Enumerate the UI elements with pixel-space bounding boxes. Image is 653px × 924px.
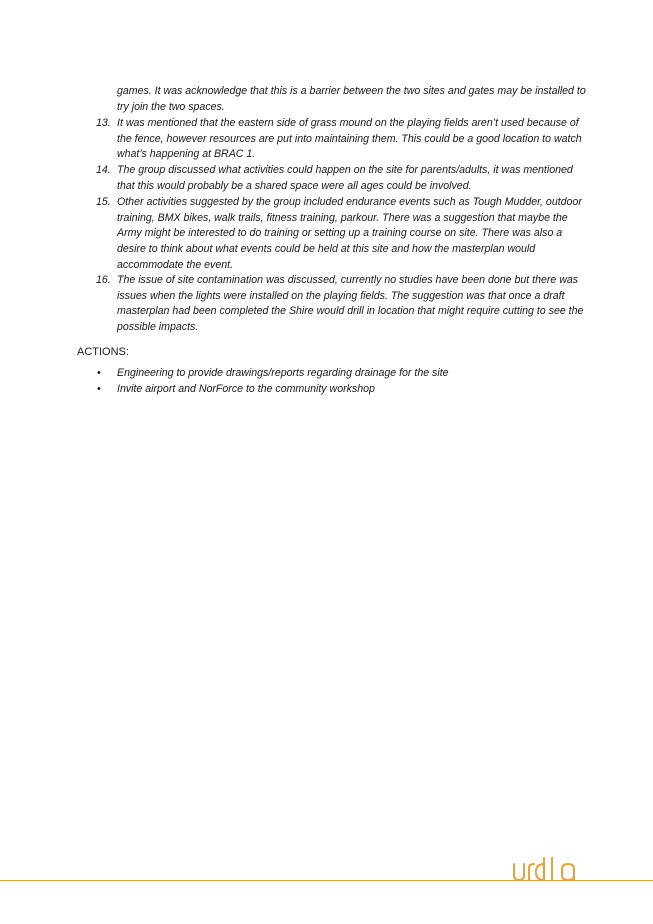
item-16-text: The issue of site contamination was discussed, currently no studies have been done but there was issues when the lights were installed on the playing fields. The suggestion was that once a draft masterplan had been completed the Shire would drill in location that might require cutting to see the possible impacts. bbox=[117, 274, 584, 334]
action-item-2: Invite airport and NorForce to the community workshop bbox=[117, 383, 375, 395]
action-item-1: Engineering to provide drawings/reports regarding drainage for the site bbox=[117, 367, 449, 379]
continued-item-text: games. It was acknowledge that this is a barrier between the two sites and gates may be installed to try join the two spaces. bbox=[117, 85, 586, 113]
footer-divider bbox=[0, 880, 653, 881]
bullet-icon: • bbox=[97, 383, 101, 395]
item-13-text: It was mentioned that the eastern side of grass mound on the playing fields aren’t used because of the fence, however resources are put into maintaining them. This could be a good location to watch what’s happening at BRAC 1. bbox=[117, 117, 582, 161]
item-16-number: 16. bbox=[96, 274, 111, 286]
item-15-number: 15. bbox=[96, 196, 111, 208]
item-15-text: Other activities suggested by the group included endurance events such as Tough Mudder, outdoor training, BMX bikes, walk trails, fitness training, parkour. There was a suggestion that maybe the Army might be interested to do training or setting up a training course on site. There was also a desire to think about what events could be held at this site and how the masterplan would accommodate the event. bbox=[117, 196, 582, 271]
actions-heading: ACTIONS: bbox=[77, 346, 129, 358]
bullet-icon: • bbox=[97, 367, 101, 379]
item-14-number: 14. bbox=[96, 164, 111, 176]
item-14-text: The group discussed what activities could happen on the site for parents/adults, it was mentioned that this would probably be a shared space were all ages could be involved. bbox=[117, 164, 573, 192]
item-13-number: 13. bbox=[96, 117, 111, 129]
